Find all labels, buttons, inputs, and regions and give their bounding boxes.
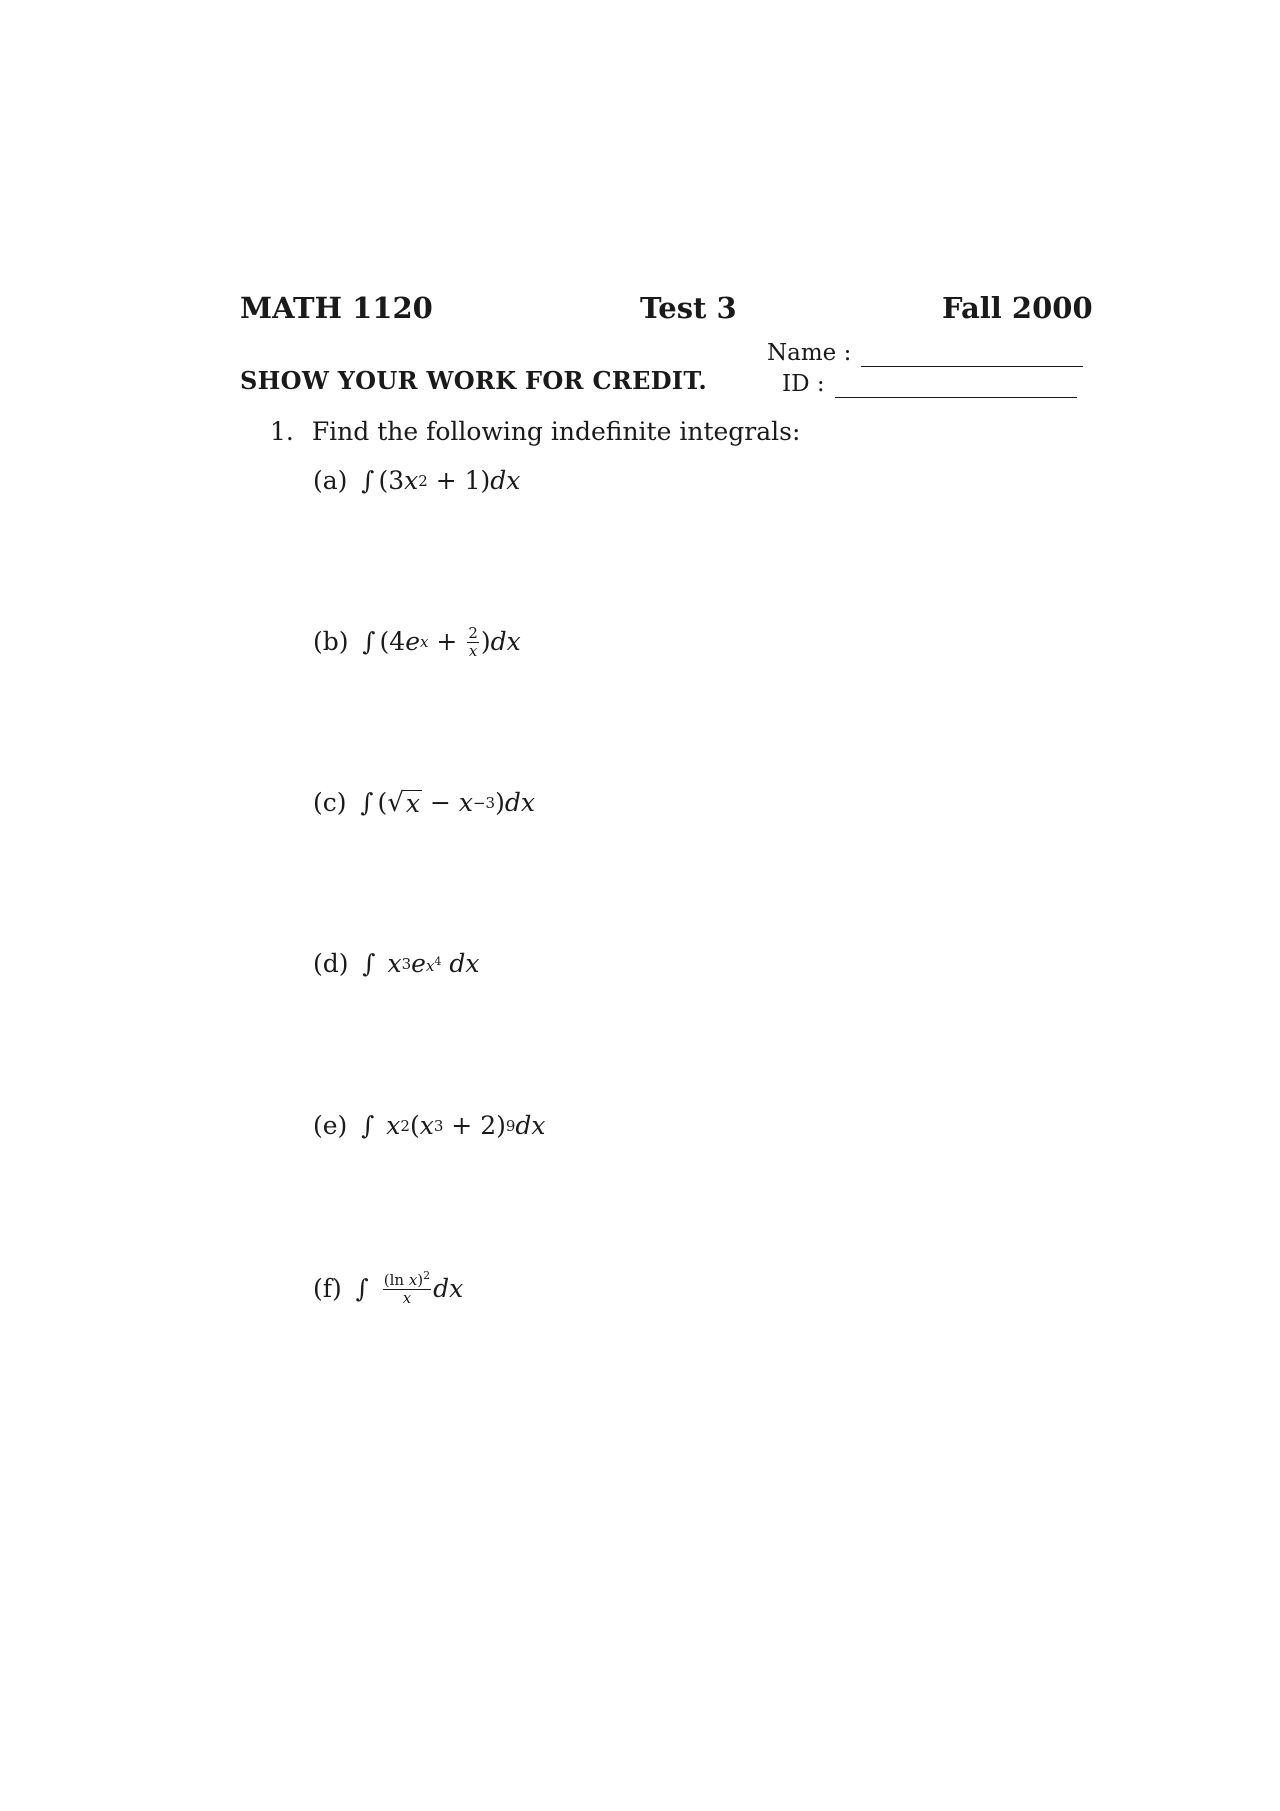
part-e xyxy=(313,1106,546,1146)
question-1 xyxy=(270,416,800,448)
name-field xyxy=(767,339,1083,367)
question-text: Find the following indefinite integrals: xyxy=(311,417,801,446)
instructions: SHOW YOUR WORK FOR CREDIT. xyxy=(240,366,708,395)
part-f xyxy=(313,1269,463,1309)
part-a-expression: ∫ (3 x 2 + 1) dx xyxy=(361,466,521,495)
id-label: ID : xyxy=(782,371,825,397)
part-e-expression: ∫ x 2 ( x 3 + 2) 9 dx xyxy=(361,1111,546,1140)
part-d-expression: ∫ x 3 e $x^4$ dx xyxy=(362,949,480,978)
part-c-label: (c) xyxy=(313,788,347,817)
part-d-label: (d) xyxy=(313,949,349,978)
part-a-label: (a) xyxy=(313,466,348,495)
part-f-expression: ∫ $\frac{(\ln x)^2}{x}$ dx xyxy=(355,1268,464,1307)
part-b xyxy=(313,622,521,662)
id-blank-line[interactable] xyxy=(835,377,1077,398)
part-f-label: (f) xyxy=(313,1274,342,1303)
test-title: Test 3 xyxy=(640,291,737,325)
part-c-expression: ∫ ( √ x − x −3 ) dx xyxy=(360,788,535,818)
part-c xyxy=(313,783,535,823)
name-blank-line[interactable] xyxy=(861,346,1083,367)
question-number: 1. xyxy=(270,417,294,446)
name-label: Name : xyxy=(767,340,852,366)
course-title: MATH 1120 xyxy=(240,291,433,325)
part-b-expression: ∫ (4 e x + $\frac{2}{x}$ ) dx xyxy=(362,623,521,660)
part-d xyxy=(313,944,479,984)
part-a xyxy=(313,461,520,501)
term-title: Fall 2000 xyxy=(942,291,1093,325)
part-e-label: (e) xyxy=(313,1111,348,1140)
id-field xyxy=(782,370,1077,398)
part-b-label: (b) xyxy=(313,627,349,656)
